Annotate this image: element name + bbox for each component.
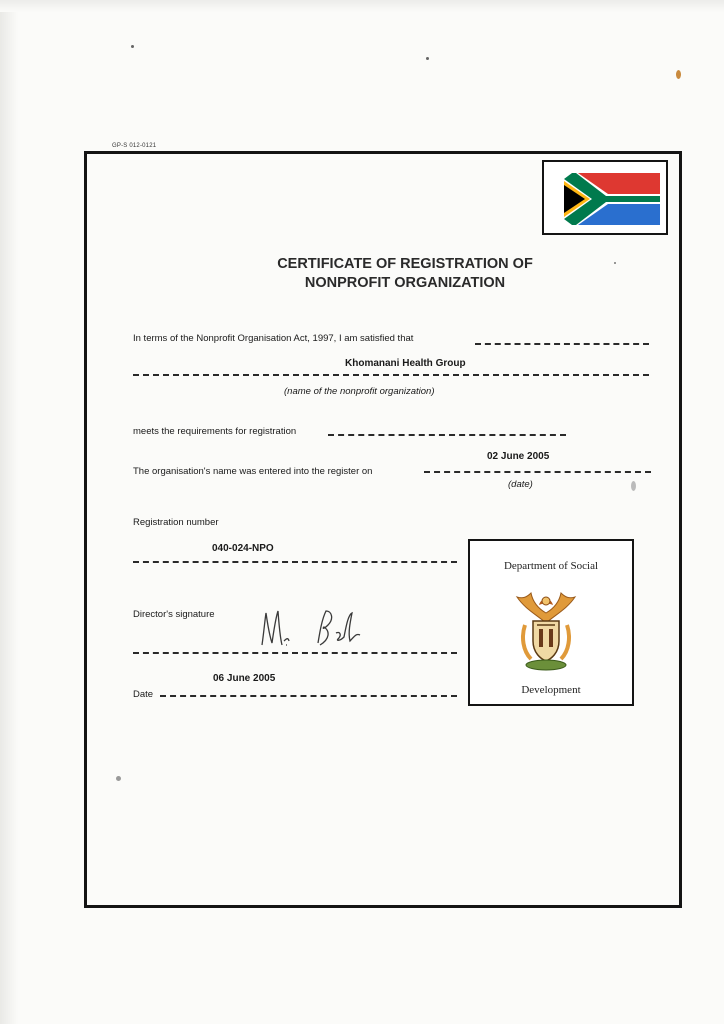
form-code: GP-S 012-0121 (112, 143, 157, 149)
meets-requirements-text: meets the requirements for registration (133, 426, 297, 437)
scan-edge (0, 0, 18, 1024)
scan-speck (676, 70, 681, 79)
registration-label: Registration number (133, 517, 219, 528)
signed-date: 06 June 2005 (213, 673, 276, 684)
scan-speck (426, 57, 429, 60)
title-line-1: CERTIFICATE OF REGISTRATION OF (277, 256, 533, 272)
register-date: 02 June 2005 (487, 451, 550, 462)
date-label: Date (133, 689, 154, 700)
stamp-bottom-text: Development (521, 684, 581, 696)
flag-box (542, 160, 668, 235)
fill-line (160, 695, 457, 697)
director-signature-label: Director's signature (133, 609, 215, 620)
fill-line (475, 343, 649, 345)
certificate-title (150, 255, 660, 293)
fill-line (133, 374, 649, 376)
fill-line (133, 652, 457, 654)
organization-caption: (name of the nonprofit organization) (284, 386, 435, 397)
department-stamp (468, 539, 634, 706)
fill-line (133, 561, 457, 563)
south-africa-flag-icon (564, 173, 660, 225)
scan-speck (131, 45, 134, 48)
signature-image (256, 603, 376, 653)
fill-line (424, 471, 651, 473)
date-caption: (date) (508, 479, 533, 490)
stamp-top-text: Department of Social (503, 560, 599, 572)
organization-name: Khomanani Health Group (345, 358, 466, 369)
registration-number: 040-024-NPO (212, 543, 274, 554)
scan-edge-top (0, 0, 724, 12)
title-line-2: NONPROFIT ORGANIZATION (304, 275, 506, 291)
register-text: The organisation's name was entered into the register on (133, 466, 373, 477)
fill-line (328, 434, 566, 436)
intro-text: In terms of the Nonprofit Organisation Act, 1997, I am satisfied that (133, 333, 414, 344)
coat-of-arms-icon (515, 585, 577, 671)
